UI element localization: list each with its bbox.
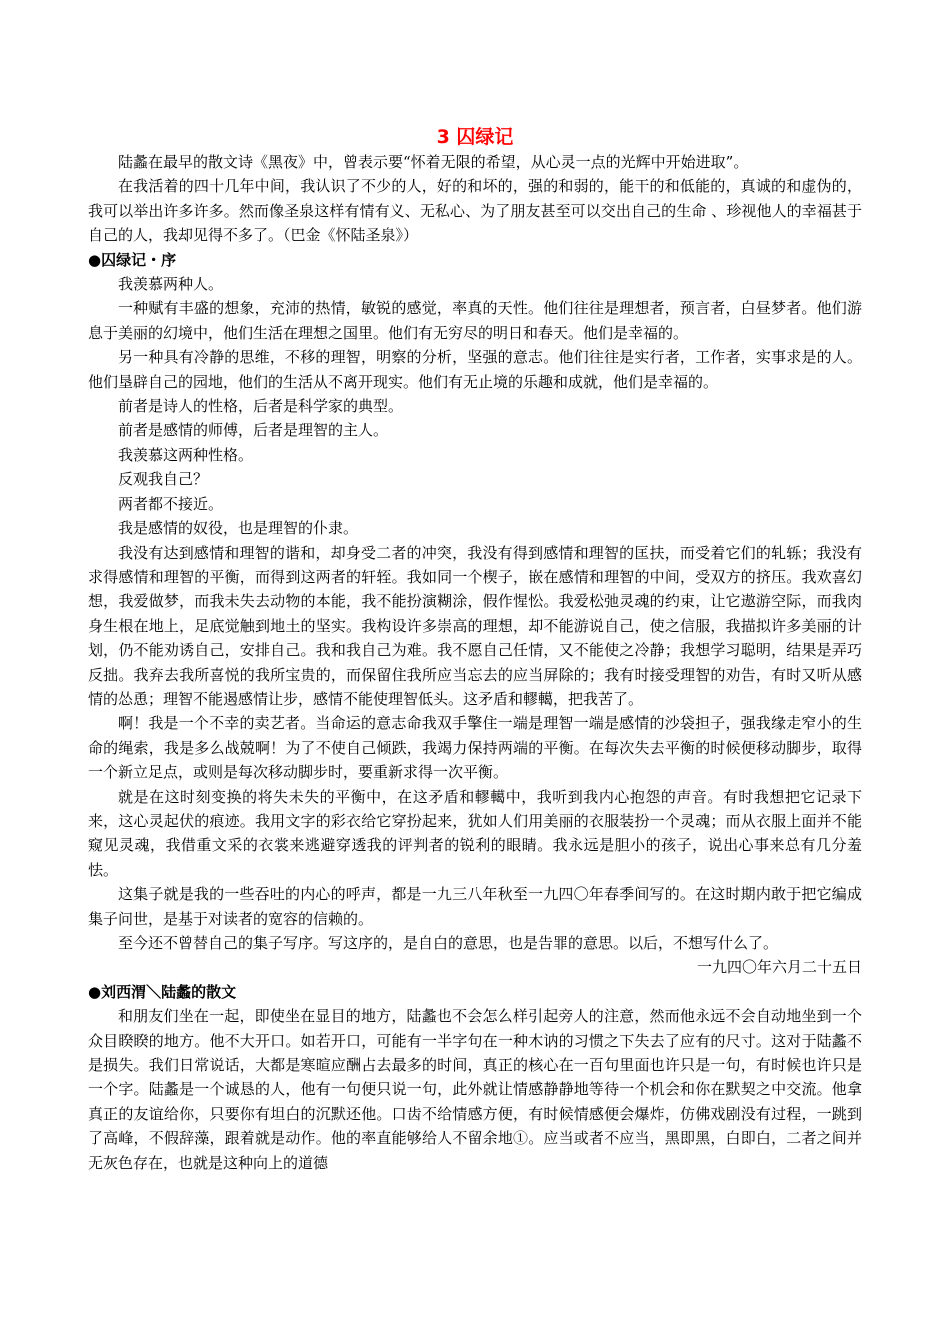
intro-paragraph: 在我活着的四十几年中间，我认识了不少的人，好的和坏的，强的和弱的，能干的和低能的，真诚的和虚伪的，我可以举出许多许多。然而像圣泉这样有情有义、无私心、为了朋友甚至可以交出自己的生命 、珍视他人的幸福甚于自己的人，我却见得不多了。（巴金《怀陆圣泉》） [88, 177, 862, 245]
body-paragraph: 前者是诗人的性格，后者是科学家的典型。 [118, 397, 404, 416]
body-paragraph: 这集子就是我的一些吞吐的内心的呼声，都是一九三八年秋至一九四〇年春季间写的。在这时期内敢于把它编成集子问世，是基于对读者的宽容的信赖的。 [88, 885, 862, 928]
body-paragraph: 前者是感情的师傅，后者是理智的主人。 [118, 421, 389, 440]
body-paragraph: 至今还不曾替自己的集子写序。写这序的，是自白的意思，也是告罪的意思。以后，不想写什么了。 [118, 934, 779, 952]
section-heading: ●囚绿记・序 [88, 250, 177, 269]
body-paragraph: 反观我自己？ [118, 470, 209, 489]
body-paragraph: 和朋友们坐在一起，即使坐在显目的地方，陆蠡也不会怎么样引起旁人的注意，然而他永远不会自动地坐到一个众目睽睽的地方。他不大开口。如若开口，可能有一半字句在一种木讷的习惯之下失去了应有的尺寸。这对于陆蠡不是损失。我们日常说话，大都是寒暄应酬占去最多的时间，真正的核心在一百句里面也许只是一句，有时候也许只是一个字。陆蠡是一个诚恳的人，他有一句便只说一句，此外就让情感静静地等待一个机会和你在默契之中交流。他拿真正的友谊给你，只要你有坦白的沉默还他。口齿不给情感方便，有时候情感便会爆炸，仿佛戏剧没有过程，一跳到了高峰，不假辞藻，跟着就是动作。他的率直能够给人不留余地①。应当或者不应当，黑即黑，白即白，二者之间并无灰色存在，也就是这种向上的道德 [88, 1007, 862, 1172]
body-paragraph: 我没有达到感情和理智的谐和，却身受二者的冲突，我没有得到感情和理智的匡扶，而受着它们的轧轹；我没有求得感情和理智的平衡，而得到这两者的轩轾。我如同一个楔子，嵌在感情和理智的中间，受双方的挤压。我欢喜幻想，我爱做梦，而我未失去动物的本能，我不能扮演糊涂，假作惺忪。我爱松弛灵魂的约束，让它遨游空际，而我肉身生根在地上，足底觉触到地土的坚实。我构设许多崇高的理想，却不能游说自己，使之信服，我描拟许多美丽的计划，仍不能劝诱自己，安排自己。我和我自己为难。我不愿自己任情，又不能使之冷静；我想学习聪明，结果是弄巧反拙。我弃去我所喜悦的我所宝贵的，而保留住我所应当忘去的应当屏除的；我有时接受理智的劝告，有时又听从感情的怂恿；理智不能遏感情让步，感情不能使理智低头。这矛盾和轇轕，把我苦了。 [88, 543, 862, 708]
body-paragraph: 就是在这时刻变换的将失未失的平衡中，在这矛盾和轇轕中，我听到我内心抱怨的声音。有时我想把它记录下来，这心灵起伏的痕迹。我用文字的彩衣给它穿扮起来，犹如人们用美丽的衣服装扮一个灵魂；而从衣服上面并不能窥见灵魂，我借重文采的衣裳来逃避穿透我的评判者的锐利的眼睛。我永远是胆小的孩子，说出心事来总有几分羞怯。 [88, 787, 862, 879]
body-paragraph: 我羡慕两种人。 [118, 275, 224, 294]
preface-date: 一九四〇年六月二十五日 [696, 958, 862, 977]
intro-paragraph: 陆蠡在最早的散文诗《黑夜》中，曾表示要“怀着无限的希望，从心灵一点的光辉中开始进取”。 [118, 153, 749, 171]
body-paragraph: 啊！我是一个不幸的卖艺者。当命运的意志命我双手擎住一端是理智一端是感情的沙袋担子，强我缘走窄小的生命的绳索，我是多么战兢啊！为了不使自己倾跌，我竭力保持两端的平衡。在每次失去平衡的时候便移动脚步，取得一个新立足点，或则是每次移动脚步时，要重新求得一次平衡。 [88, 714, 862, 782]
body-paragraph: 我是感情的奴役，也是理智的仆隶。 [118, 519, 359, 538]
body-paragraph: 我羡慕这两种性格。 [118, 445, 254, 464]
page-title: 3 囚绿记 [436, 126, 514, 148]
section-heading: ●刘西渭＼陆蠡的散文 [88, 982, 237, 1001]
document-page [88, 124, 862, 1175]
body-paragraph: 另一种具有冷静的思维，不移的理智，明察的分析，坚强的意志。他们往往是实行者，工作者，实事求是的人。他们垦辟自己的园地，他们的生活从不离开现实。他们有无止境的乐趣和成就，他们是幸福的。 [88, 348, 862, 391]
body-paragraph: 两者都不接近。 [118, 494, 224, 513]
body-paragraph: 一种赋有丰盛的想象，充沛的热情，敏锐的感觉，率真的天性。他们往往是理想者，预言者，白昼梦者。他们游息于美丽的幻境中，他们生活在理想之国里。他们有无穷尽的明日和春天。他们是幸福的。 [88, 299, 862, 342]
